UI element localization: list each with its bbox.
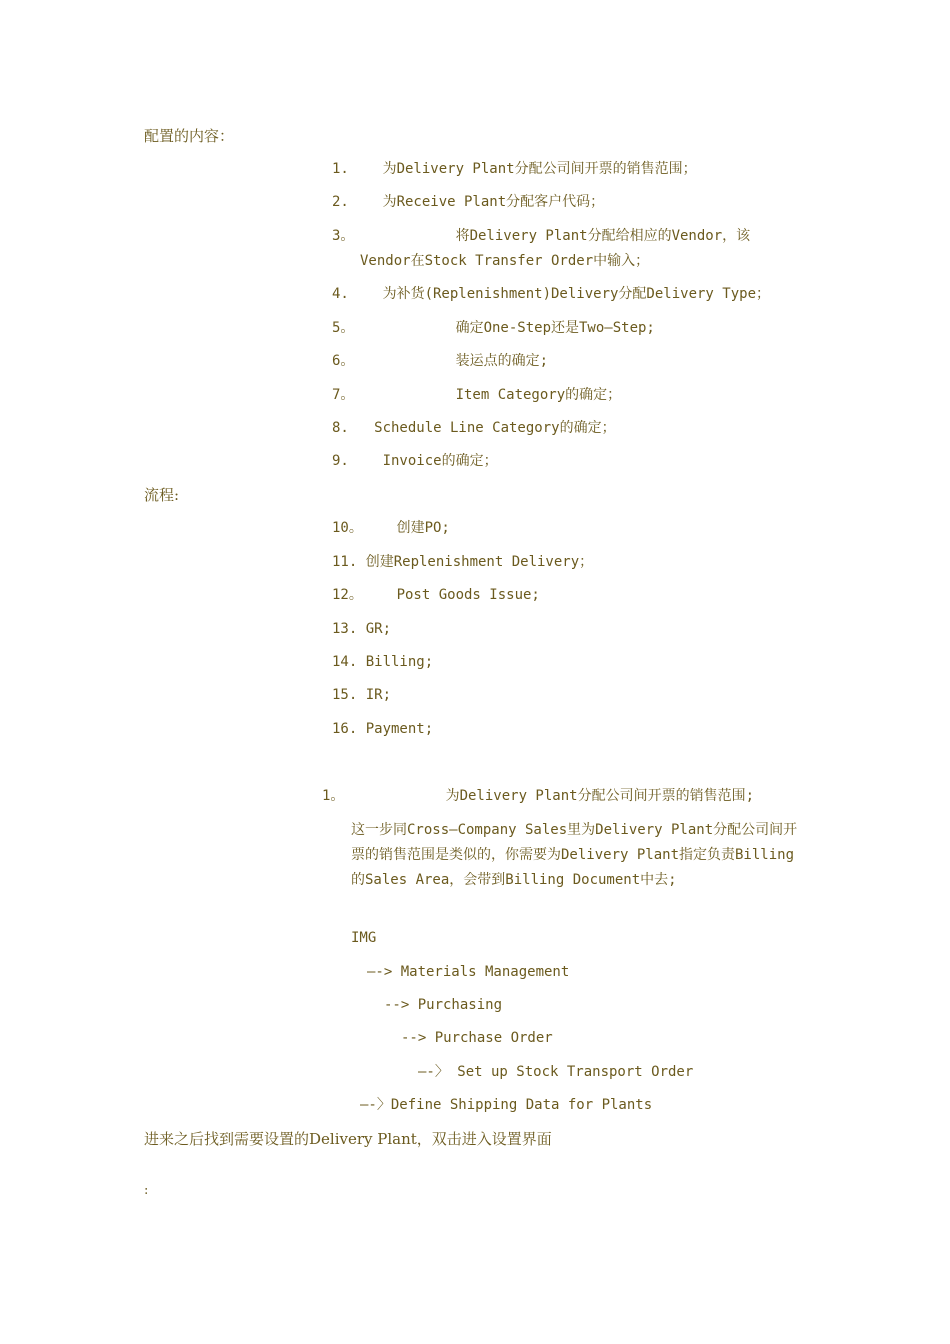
config-item-6: 6。 装运点的确定;: [332, 353, 549, 369]
flow-heading: 流程:: [144, 486, 180, 504]
config-item-2: 2. 为Receive Plant分配客户代码；: [332, 194, 605, 210]
config-item-1: 1. 为Delivery Plant分配公司间开票的销售范围；: [332, 161, 697, 177]
section-title: 1。 为Delivery Plant分配公司间开票的销售范围;: [322, 788, 755, 804]
flow-item-15: 15. IR;: [332, 687, 392, 703]
trailing-mark: :: [144, 1183, 149, 1198]
flow-item-11: 11. 创建Replenishment Delivery；: [332, 554, 594, 570]
flow-item-14: 14. Billing;: [332, 654, 434, 670]
config-item-9: 9. Invoice的确定；: [332, 453, 498, 469]
img-path-materials-management: —-> Materials Management: [367, 964, 570, 980]
config-item-3: 3。 将Delivery Plant分配给相应的Vendor，该: [332, 228, 751, 244]
config-item-4: 4. 为补货(Replenishment)Delivery分配Delivery Type；: [332, 286, 771, 302]
img-path-define-shipping-data: —-〉Define Shipping Data for Plants: [360, 1097, 653, 1113]
img-path-set-up-sto: —-〉 Set up Stock Transport Order: [418, 1064, 694, 1080]
section-paragraph: 这一步同Cross—Company Sales里为Delivery Plant分配公司间开票的销售范围是类似的，你需要为Delivery Plant指定负责Billing的Sales Area，会带到Billing Document中去;: [351, 822, 798, 888]
flow-item-13: 13. GR;: [332, 621, 392, 637]
config-item-3-continued: Vendor在Stock Transfer Order中输入；: [360, 253, 650, 269]
flow-item-10: 10。 创建PO;: [332, 520, 450, 536]
config-item-7: 7。 Item Category的确定；: [332, 387, 622, 403]
img-path-purchase-order: --> Purchase Order: [401, 1030, 553, 1046]
config-item-8: 8. Schedule Line Category的确定；: [332, 420, 616, 436]
flow-item-12: 12。 Post Goods Issue;: [332, 587, 540, 603]
img-path-purchasing: --> Purchasing: [384, 997, 503, 1013]
config-heading: 配置的内容：: [144, 127, 235, 145]
img-path-root: IMG: [351, 930, 377, 946]
flow-item-16: 16. Payment;: [332, 721, 434, 737]
config-item-5: 5。 确定One-Step还是Two—Step;: [332, 320, 655, 336]
closing-text: 进来之后找到需要设置的Delivery Plant，双击进入设置界面: [144, 1130, 552, 1148]
